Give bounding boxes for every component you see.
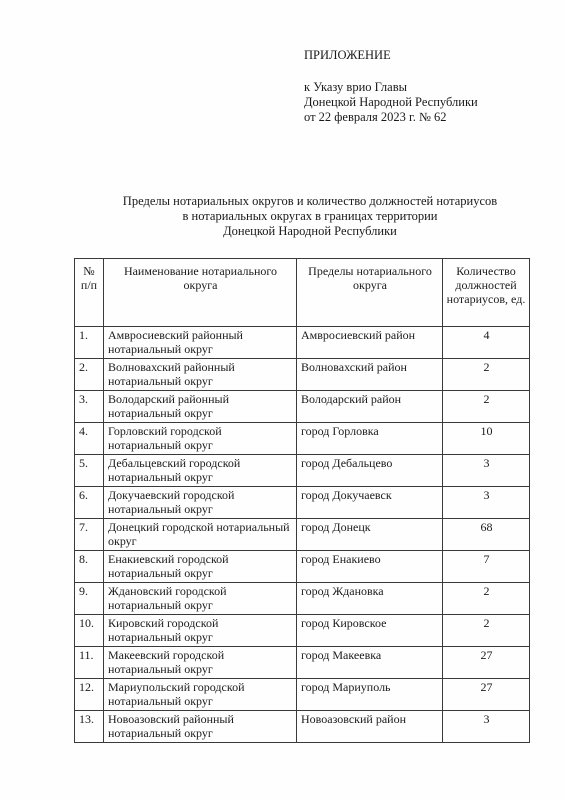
header-notary-count: Количество должностей нотариусов, ед. [443, 259, 530, 327]
row-district-name: Волновахский районный нотариальный округ [104, 359, 297, 391]
row-notary-count: 2 [443, 391, 530, 423]
row-district-limits: Волновахский район [297, 359, 443, 391]
table-row [75, 391, 530, 423]
row-district-name: Енакиевский городской нотариальный округ [104, 551, 297, 583]
row-district-name: Дебальцевский городской нотариальный округ [104, 455, 297, 487]
row-district-limits: Володарский район [297, 391, 443, 423]
table-row [75, 487, 530, 519]
table-header-row [75, 259, 530, 327]
row-district-limits: город Енакиево [297, 551, 443, 583]
row-district-name: Макеевский городской нотариальный округ [104, 647, 297, 679]
row-notary-count: 2 [443, 615, 530, 647]
row-district-name: Мариупольский городской нотариальный округ [104, 679, 297, 711]
row-number: 10. [75, 615, 104, 647]
table-row [75, 679, 530, 711]
row-number: 7. [75, 519, 104, 551]
table-row [75, 327, 530, 359]
row-district-limits: город Докучаевск [297, 487, 443, 519]
title-line-1: Пределы нотариальных округов и количество должностей нотариусов [122, 194, 498, 208]
appendix-line-decree: к Указу врио Главы [304, 80, 408, 94]
table-row [75, 455, 530, 487]
row-number: 13. [75, 711, 104, 743]
title-line-2: в нотариальных округах в границах территории [182, 209, 438, 223]
table-row [75, 583, 530, 615]
row-notary-count: 27 [443, 679, 530, 711]
row-district-name: Ждановский городской нотариальный округ [104, 583, 297, 615]
row-notary-count: 3 [443, 487, 530, 519]
row-district-name: Докучаевский городской нотариальный округ [104, 487, 297, 519]
row-notary-count: 10 [443, 423, 530, 455]
row-number: 2. [75, 359, 104, 391]
row-number: 11. [75, 647, 104, 679]
row-number: 6. [75, 487, 104, 519]
row-district-limits: Новоазовский район [297, 711, 443, 743]
row-notary-count: 68 [443, 519, 530, 551]
row-notary-count: 4 [443, 327, 530, 359]
appendix-line-republic: Донецкой Народной Республики [304, 95, 478, 109]
table-row [75, 423, 530, 455]
row-notary-count: 7 [443, 551, 530, 583]
row-district-limits: город Ждановка [297, 583, 443, 615]
row-district-limits: город Мариуполь [297, 679, 443, 711]
appendix-block [304, 48, 478, 125]
row-number: 4. [75, 423, 104, 455]
row-district-name: Кировский городской нотариальный округ [104, 615, 297, 647]
row-district-limits: город Горловка [297, 423, 443, 455]
table-row [75, 519, 530, 551]
table-row [75, 647, 530, 679]
row-district-name: Новоазовский районный нотариальный округ [104, 711, 297, 743]
header-number: № п/п [75, 259, 104, 327]
header-district-limits: Пределы нотариального округа [297, 259, 443, 327]
row-district-limits: Амвросиевский район [297, 327, 443, 359]
table-row [75, 551, 530, 583]
row-number: 12. [75, 679, 104, 711]
table-row [75, 615, 530, 647]
document-title [60, 194, 560, 239]
row-district-limits: город Дебальцево [297, 455, 443, 487]
row-notary-count: 3 [443, 711, 530, 743]
row-number: 8. [75, 551, 104, 583]
row-district-name: Донецкий городской нотариальный округ [104, 519, 297, 551]
row-notary-count: 2 [443, 583, 530, 615]
row-number: 3. [75, 391, 104, 423]
notary-districts-table [74, 258, 530, 743]
header-district-name: Наименование нотариального округа [104, 259, 297, 327]
row-district-name: Горловский городской нотариальный округ [104, 423, 297, 455]
row-district-name: Володарский районный нотариальный округ [104, 391, 297, 423]
row-number: 5. [75, 455, 104, 487]
row-number: 9. [75, 583, 104, 615]
appendix-heading: ПРИЛОЖЕНИЕ [304, 48, 391, 62]
row-district-limits: город Донецк [297, 519, 443, 551]
table-row [75, 359, 530, 391]
table-row [75, 711, 530, 743]
row-district-limits: город Кировское [297, 615, 443, 647]
row-notary-count: 27 [443, 647, 530, 679]
row-district-name: Амвросиевский районный нотариальный округ [104, 327, 297, 359]
row-district-limits: город Макеевка [297, 647, 443, 679]
title-line-3: Донецкой Народной Республики [223, 224, 397, 238]
row-notary-count: 2 [443, 359, 530, 391]
row-number: 1. [75, 327, 104, 359]
row-notary-count: 3 [443, 455, 530, 487]
appendix-line-date: от 22 февраля 2023 г. № 62 [304, 110, 447, 124]
table-body [75, 327, 530, 743]
